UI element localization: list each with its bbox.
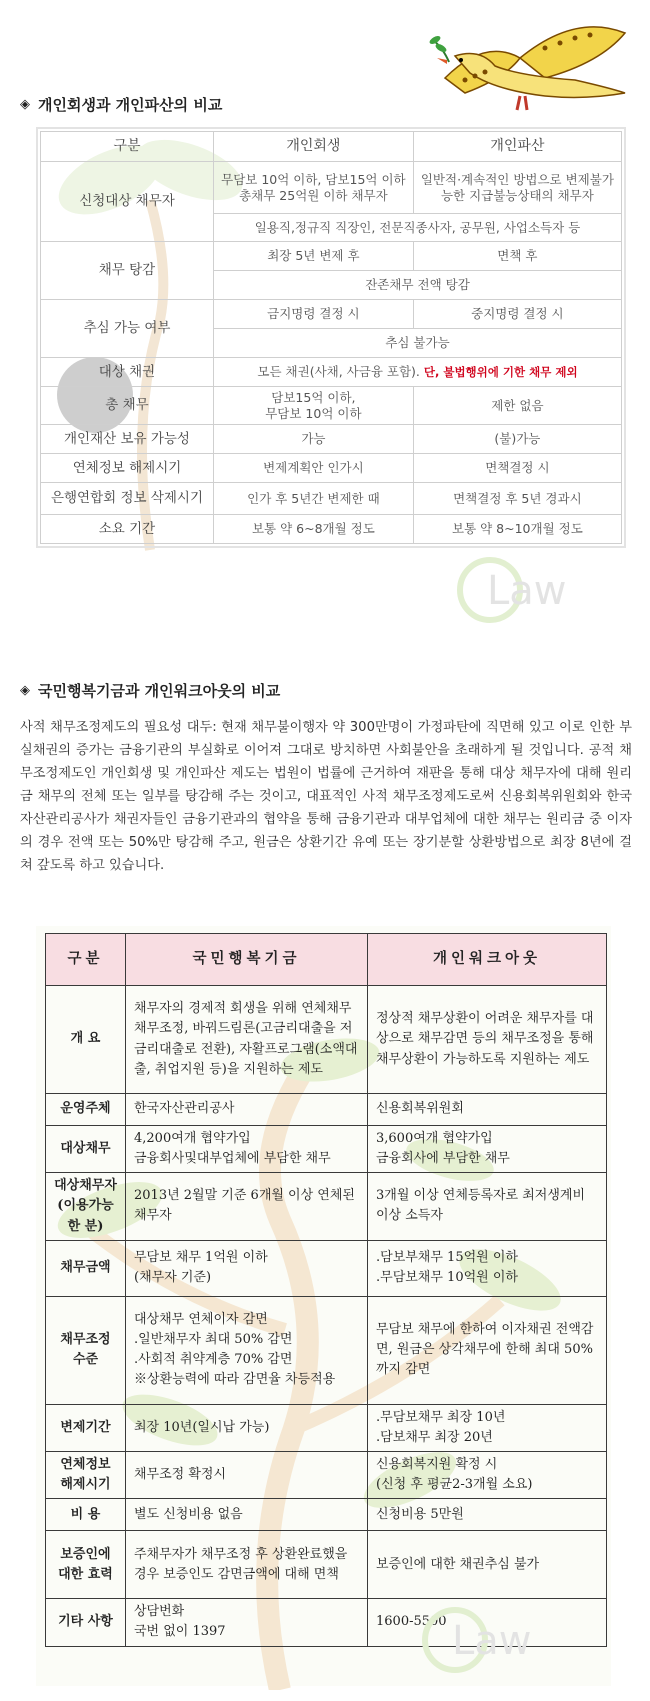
cell-bankruptcy: 보통 약 8~10개월 정도 — [413, 515, 621, 544]
row-label: 추심 가능 여부 — [41, 300, 214, 358]
row-label: 대상채무자 (이용가능한 분) — [46, 1173, 126, 1240]
row-label: 채무조정 수준 — [46, 1296, 126, 1404]
table-row — [41, 242, 622, 271]
cell-bankruptcy: 일반적·계속적인 방법으로 변제불가능한 지급불능상태의 채무자 — [413, 162, 621, 214]
row-label: 보증인에 대한 효력 — [46, 1531, 126, 1599]
cell-line: 무담보 채무에 한하여 이자채권 전액감면, 원금은 상각채무에 한해 최대 50%까지 감면 — [376, 1321, 594, 1378]
cell-line: 1600-5500 — [376, 1614, 447, 1630]
row-label: 개 요 — [46, 986, 126, 1094]
cell-rehab: 인가 후 5년간 변제한 때 — [214, 483, 414, 515]
row-label: 연체정보 해제시기 — [41, 454, 214, 483]
table-row — [41, 358, 622, 387]
cell-line: (채무자 기준) — [134, 1270, 212, 1286]
svg-text:Law: Law — [452, 1618, 532, 1664]
cell-happiness-fund — [126, 1599, 368, 1646]
cell-workout — [368, 986, 607, 1094]
cell-happiness-fund — [126, 1173, 368, 1240]
table-row — [46, 986, 607, 1094]
intro-paragraph: 사적 채무조정제도의 필요성 대두: 현재 채무불이행자 약 300만명이 가정파탄에 직면해 있고 이로 인한 부실채권의 증가는 금융기관의 부실화로 이어져 그대로 방치하면 사회불안을 초래하게 될 것입니다. 공적 채무조정제도인 개인회생 및 개인파산 제도는 법원이 법률에 근거하여 재판을 통해 대상 채무자에 대해 원리금 채무의 전체 또는 일부를 탕감해 주는 것이고, 대표적인 사적 채무조정제도로써 신용회복위원회와 한국자산관리공사가 채권자들인 금융기관과의 협약을 통해 금융기관과 대부업체에 대한 채무는 원리금 중 이자의 경우 전액 또는 50%만 탕감해 주고, 원금은 상환기간 유예 또는 장기분할 상환방법으로 최장 8년에 걸쳐 갚도록 하고 있습니다. — [20, 720, 632, 873]
row-label: 개인재산 보유 가능성 — [41, 425, 214, 454]
table-header-row — [41, 132, 622, 162]
cell-line: 4,200여개 협약가입 — [134, 1131, 251, 1146]
cell-bankruptcy: 면책결정 시 — [413, 454, 621, 483]
cell-bankruptcy: 면책결정 후 5년 경과시 — [413, 483, 621, 515]
cell-line: .담보채무 최장 20년 — [376, 1429, 493, 1445]
cell-line: 3,600여개 협약가입 — [376, 1131, 493, 1146]
cell-line: (신청 후 평균2-3개월 소요) — [376, 1477, 533, 1493]
table-row — [46, 1451, 607, 1498]
cell-line: 신청비용 5만원 — [376, 1506, 464, 1522]
cell-line: 금융회사에 부담한 채무 — [376, 1151, 510, 1167]
cell-line: 신용회복지원 확정 시 — [376, 1456, 498, 1472]
cell-happiness-fund — [126, 1240, 368, 1296]
table-row — [46, 1404, 607, 1451]
cell-line: 대상채무 연체이자 감면 — [134, 1311, 268, 1327]
cell-workout — [368, 1531, 607, 1599]
cell-line: 채무조정 확정시 — [134, 1467, 227, 1483]
cell-workout — [368, 1404, 607, 1451]
dove-illustration — [425, 18, 630, 118]
cell-line: 상담번화 — [134, 1604, 185, 1620]
cell-happiness-fund — [126, 1126, 368, 1173]
row-label: 채무 탕감 — [41, 242, 214, 300]
row-label: 기타 사항 — [46, 1599, 126, 1646]
target-claims-text: 모든 채권(사채, 사금융 포함). — [257, 364, 420, 380]
cell-line: 국번 없이 1397 — [134, 1624, 226, 1640]
cell-happiness-fund — [126, 1296, 368, 1404]
cell-shared: 추심 불가능 — [214, 329, 622, 358]
header-category: 구분 — [41, 132, 214, 162]
cell-workout — [368, 1240, 607, 1296]
cell-line: .담보부채무 15억원 이하 — [376, 1250, 518, 1266]
table-row — [41, 515, 622, 544]
law-watermark-icon — [455, 540, 605, 630]
law-watermark-icon — [420, 1590, 570, 1680]
section-title: 개인회생과 개인파산의 비교 — [38, 96, 223, 114]
svg-text:Law: Law — [487, 568, 567, 614]
header-category: 구분 — [46, 934, 126, 986]
row-label: 연체정보 해제시기 — [46, 1451, 126, 1498]
table-row — [46, 1499, 607, 1531]
table-row — [46, 1173, 607, 1240]
cell-workout — [368, 1451, 607, 1498]
cell-line: .일반채무자 최대 50% 감면 — [134, 1332, 293, 1348]
table-row — [41, 454, 622, 483]
header-rehab: 개인회생 — [214, 132, 414, 162]
cell-line: .무담보채무 10억원 이하 — [376, 1270, 518, 1286]
cell-line: 주채무자가 채무조정 후 상환완료했을 경우 보증인도 감면금액에 대해 면책 — [134, 1546, 348, 1582]
section-title: 국민행복기금과 개인워크아웃의 비교 — [38, 682, 281, 700]
cell-rehab: 보통 약 6~8개월 정도 — [214, 515, 414, 544]
table-row — [41, 483, 622, 515]
row-label: 총 채무 — [41, 387, 214, 425]
cell-happiness-fund — [126, 1451, 368, 1498]
cell-bankruptcy: 면책 후 — [413, 242, 621, 271]
header-happiness-fund: 국민행복기금 — [126, 934, 368, 986]
cell-line: 채무자의 경제적 회생을 위해 연체채무 채무조정, 바꿔드림론(고금리대출을 저금리대출로 전환), 자활프로그램(소액대출, 취업지원 등)을 지원하는 제도 — [134, 1001, 358, 1077]
cell-shared — [214, 358, 622, 387]
cell-happiness-fund — [126, 1499, 368, 1531]
cell-line: 2013년 2월말 기준 6개월 이상 연체된 채무자 — [134, 1188, 355, 1224]
cell-happiness-fund — [126, 986, 368, 1094]
cell-shared: 일용직,정규직 직장인, 전문직종사자, 공무원, 사업소득자 등 — [214, 214, 622, 242]
cell-line: .무담보채무 최장 10년 — [376, 1409, 506, 1425]
diamond-bullet-icon: ◈ — [20, 97, 30, 112]
cell-workout — [368, 1094, 607, 1126]
row-label: 소요 기간 — [41, 515, 214, 544]
table-row — [46, 1126, 607, 1173]
table-row — [46, 1094, 607, 1126]
cell-line: 최장 10년(일시납 가능) — [134, 1419, 270, 1435]
row-label: 채무금액 — [46, 1240, 126, 1296]
cell-rehab: 가능 — [214, 425, 414, 454]
cell-line: 별도 신청비용 없음 — [134, 1506, 243, 1522]
cell-rehab: 무담보 10억 이하, 담보15억 이하 총채무 25억원 이하 채무자 — [214, 162, 414, 214]
row-label: 운영주체 — [46, 1094, 126, 1126]
cell-line: 신용회복위원회 — [376, 1101, 464, 1117]
cell-line: 3개월 이상 연체등록자로 최저생계비 이상 소득자 — [376, 1188, 586, 1224]
diamond-bullet-icon: ◈ — [20, 683, 30, 698]
table-header-row — [46, 934, 607, 986]
cell-rehab: 최장 5년 변제 후 — [214, 242, 414, 271]
row-label: 신청대상 채무자 — [41, 162, 214, 242]
cell-workout — [368, 1296, 607, 1404]
cell-workout — [368, 1126, 607, 1173]
cell-line: .사회적 취약계층 70% 감면 — [134, 1352, 293, 1368]
row-label: 은행연합회 정보 삭제시기 — [41, 483, 214, 515]
table-row — [46, 1531, 607, 1599]
cell-workout — [368, 1499, 607, 1531]
row-label: 대상채무 — [46, 1126, 126, 1173]
row-label: 변제기간 — [46, 1404, 126, 1451]
section-heading-fund-vs-workout — [20, 680, 280, 701]
table-row — [41, 162, 622, 214]
cell-happiness-fund — [126, 1531, 368, 1599]
cell-bankruptcy: 제한 없음 — [413, 387, 621, 425]
table-row — [41, 425, 622, 454]
cell-rehab — [214, 387, 414, 425]
cell-line: 무담보 채무 1억원 이하 — [134, 1250, 268, 1266]
cell-line: 담보15억 이하, — [271, 389, 356, 405]
header-bankruptcy: 개인파산 — [413, 132, 621, 162]
table-row — [41, 387, 622, 425]
cell-bankruptcy: (불)가능 — [413, 425, 621, 454]
cell-line: 정상적 채무상환이 어려운 채무자를 대상으로 채무감면 등의 채무조정을 통해 채무상환이 가능하도록 지원하는 제도 — [376, 1011, 594, 1067]
row-label: 비 용 — [46, 1499, 126, 1531]
table-row — [46, 1296, 607, 1404]
cell-happiness-fund — [126, 1404, 368, 1451]
table-row — [41, 300, 622, 329]
table-row — [46, 1240, 607, 1296]
section-heading-rehab-vs-bankruptcy — [20, 94, 222, 115]
cell-bankruptcy: 중지명령 결정 시 — [413, 300, 621, 329]
cell-shared: 잔존채무 전액 탕감 — [214, 271, 622, 300]
cell-happiness-fund — [126, 1094, 368, 1126]
target-claims-exception: 단, 불법행위에 기한 채무 제외 — [423, 365, 578, 380]
cell-line: 한국자산관리공사 — [134, 1101, 235, 1117]
cell-rehab: 변제계획안 인가시 — [214, 454, 414, 483]
cell-line: 무담보 10억 이하 — [265, 405, 362, 421]
rehab-bankruptcy-comparison-table — [40, 131, 622, 544]
cell-rehab: 금지명령 결정 시 — [214, 300, 414, 329]
cell-line: 금융회사및대부업체에 부담한 채무 — [134, 1151, 331, 1167]
fund-workout-comparison-table — [45, 933, 607, 1647]
cell-line: ※상환능력에 따라 감면율 차등적용 — [134, 1372, 336, 1388]
cell-line: 보증인에 대한 채권추심 불가 — [376, 1556, 540, 1572]
cell-workout — [368, 1173, 607, 1240]
row-label: 대상 채권 — [41, 358, 214, 387]
header-workout: 개인워크아웃 — [368, 934, 607, 986]
